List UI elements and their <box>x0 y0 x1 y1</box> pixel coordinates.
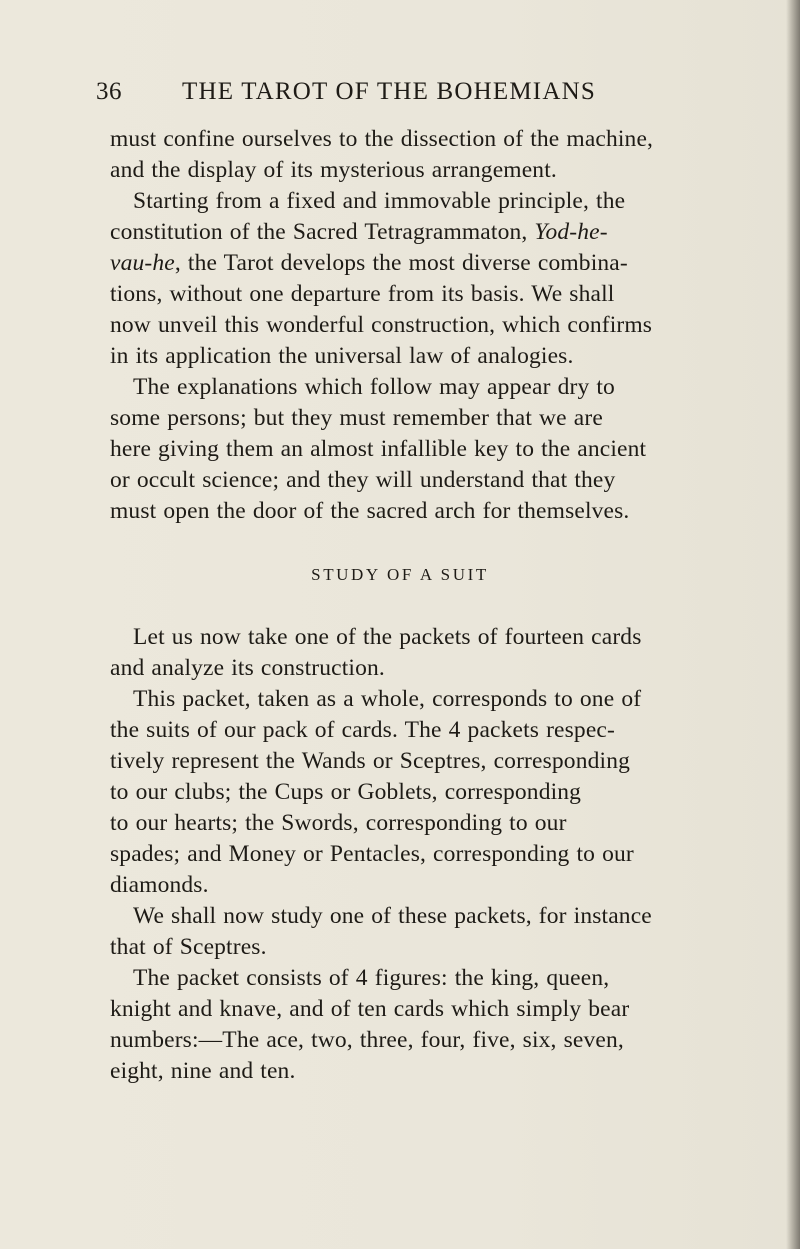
running-header <box>96 78 716 112</box>
text-line: spades; and Money or Pentacles, corresponding to our <box>110 841 634 867</box>
text-line: numbers:—The ace, two, three, four, five, six, seven, <box>110 1027 624 1053</box>
section-heading: STUDY OF A SUIT <box>311 565 489 584</box>
text-line <box>110 248 628 278</box>
text-line <box>110 217 608 247</box>
text-line: must open the door of the sacred arch for themselves. <box>110 498 630 524</box>
text-line: some persons; but they must remember that we are <box>110 405 603 431</box>
text-line: the suits of our pack of cards. The 4 packets respec- <box>110 717 615 743</box>
text-line: to our hearts; the Swords, corresponding to our <box>110 810 567 836</box>
text-line: We shall now study one of these packets, for instance <box>133 903 652 929</box>
text-line: tively represent the Wands or Sceptres, corresponding <box>110 748 630 774</box>
text-line: The packet consists of 4 figures: the king, queen, <box>133 965 610 991</box>
text-fragment: constitution of the Sacred Tetragrammaton, <box>110 219 535 245</box>
italic-term: vau-he <box>110 250 175 276</box>
text-line: tions, without one departure from its basis. We shall <box>110 281 615 307</box>
page-number: 36 <box>96 78 122 105</box>
text-line: This packet, taken as a whole, corresponds to one of <box>133 686 642 712</box>
page-edge-shadow <box>786 0 800 1249</box>
text-line: The explanations which follow may appear dry to <box>133 374 615 400</box>
text-line: must confine ourselves to the dissection of the machine, <box>110 126 654 152</box>
text-line: diamonds. <box>110 872 209 898</box>
running-title: THE TAROT OF THE BOHEMIANS <box>182 78 596 105</box>
text-line: knight and knave, and of ten cards which simply bear <box>110 996 630 1022</box>
text-line: now unveil this wonderful construction, which confirms <box>110 312 653 338</box>
text-line: that of Sceptres. <box>110 934 267 960</box>
text-line: in its application the universal law of analogies. <box>110 343 574 369</box>
text-line: and analyze its construction. <box>110 655 385 681</box>
italic-term: Yod-he- <box>534 219 608 245</box>
text-fragment: , the Tarot develops the most diverse combina- <box>174 250 628 276</box>
text-line: Let us now take one of the packets of fourteen cards <box>133 624 642 650</box>
text-line: to our clubs; the Cups or Goblets, corresponding <box>110 779 582 805</box>
text-line: and the display of its mysterious arrangement. <box>110 157 557 183</box>
text-line: or occult science; and they will understand that they <box>110 467 616 493</box>
text-line: here giving them an almost infallible key to the ancient <box>110 436 647 462</box>
text-line: Starting from a fixed and immovable principle, the <box>133 188 626 214</box>
text-line: eight, nine and ten. <box>110 1058 296 1084</box>
